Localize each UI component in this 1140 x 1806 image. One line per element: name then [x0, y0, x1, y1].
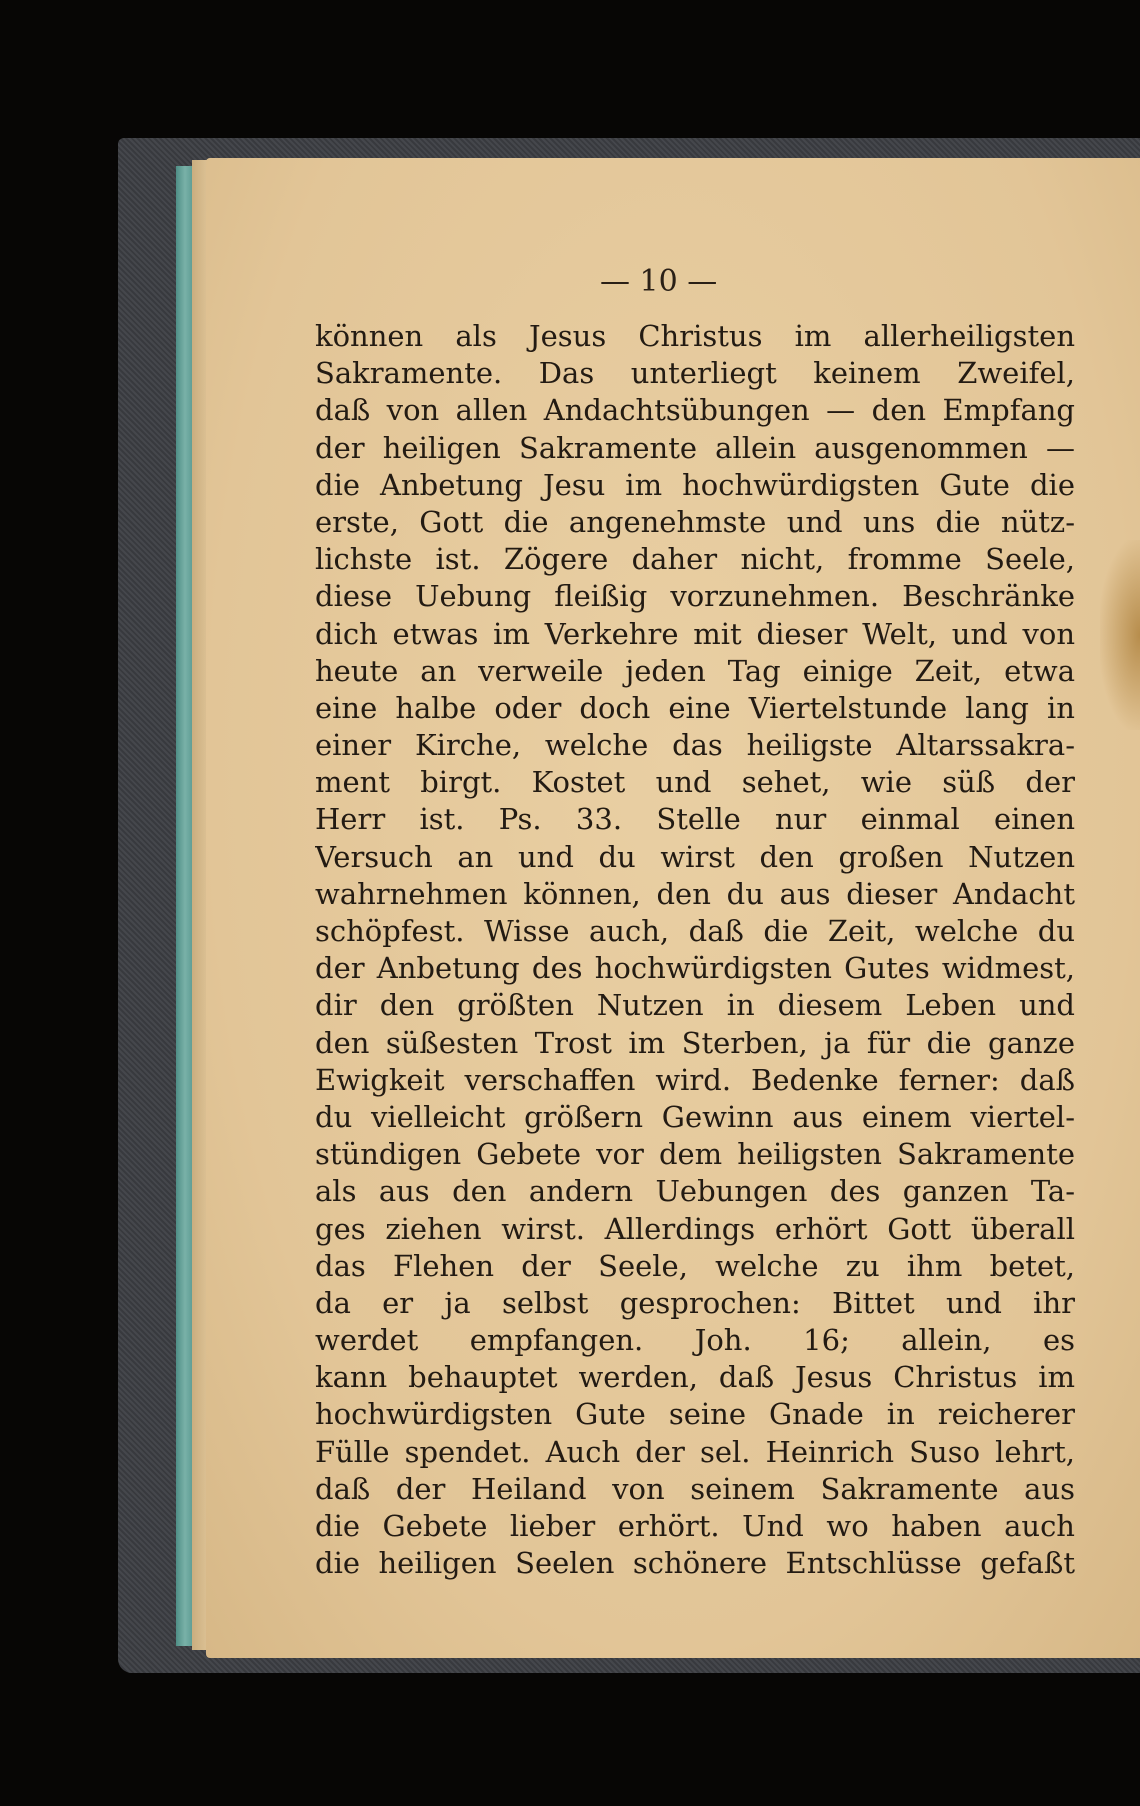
- text-line: heute an verweile jeden Tag einige Zeit, etwa: [315, 653, 1075, 688]
- text-line: werdet empfangen. Joh. 16; allein, es: [315, 1323, 1075, 1358]
- text-line: Fülle spendet. Auch der sel. Heinrich Suso lehrt,: [315, 1434, 1075, 1469]
- text-line: lichste ist. Zögere daher nicht, fromme Seele,: [315, 542, 1075, 577]
- text-line: dir den größten Nutzen in diesem Leben und: [315, 988, 1075, 1023]
- text-line: die Gebete lieber erhört. Und wo haben auch: [315, 1509, 1075, 1543]
- text-line: erste, Gott die angenehmste und uns die nütz-: [315, 504, 1075, 539]
- text-line: können als Jesus Christus im allerheiligsten: [315, 319, 1075, 353]
- text-line: stündigen Gebete vor dem heiligsten Sakramente: [315, 1137, 1075, 1172]
- text-line: kann behauptet werden, daß Jesus Christus im: [315, 1360, 1075, 1395]
- text-line: daß von allen Andachtsübungen — den Empfang: [315, 393, 1075, 428]
- text-line: die heiligen Seelen schönere Entschlüsse gefaßt: [315, 1546, 1075, 1581]
- page-number: — 10 —: [600, 264, 718, 299]
- text-line: wahrnehmen können, den du aus dieser Andacht: [315, 876, 1075, 911]
- text-line: schöpfest. Wisse auch, daß die Zeit, welche du: [315, 914, 1075, 948]
- text-line: hochwürdigsten Gute seine Gnade in reicherer: [315, 1397, 1075, 1432]
- text-line: ges ziehen wirst. Allerdings erhört Gott überall: [315, 1211, 1075, 1246]
- text-line: das Flehen der Seele, welche zu ihm betet,: [315, 1248, 1075, 1283]
- text-line: eine halbe oder doch eine Viertelstunde lang in: [315, 690, 1075, 725]
- text-line: einer Kirche, welche das heiligste Altarssakra-: [315, 728, 1075, 763]
- text-line: ment birgt. Kostet und sehet, wie süß der: [315, 765, 1075, 800]
- text-line: der heiligen Sakramente allein ausgenommen —: [315, 430, 1075, 465]
- text-line: diese Uebung fleißig vorzunehmen. Beschränke: [315, 579, 1075, 614]
- text-line: den süßesten Trost im Sterben, ja für die ganze: [315, 1025, 1075, 1060]
- body-text: [315, 318, 1075, 1582]
- text-line: da er ja selbst gesprochen: Bittet und ihr: [315, 1285, 1075, 1320]
- text-line: daß der Heiland von seinem Sakramente aus: [315, 1471, 1075, 1506]
- text-line: der Anbetung des hochwürdigsten Gutes widmest,: [315, 951, 1075, 986]
- text-line: als aus den andern Uebungen des ganzen Ta-: [315, 1174, 1075, 1209]
- text-line: Sakramente. Das unterliegt keinem Zweifel,: [315, 356, 1075, 391]
- text-line: Ewigkeit verschaffen wird. Bedenke ferner: daß: [315, 1062, 1075, 1097]
- text-line: die Anbetung Jesu im hochwürdigsten Gute die: [315, 467, 1075, 502]
- text-line: du vielleicht größern Gewinn aus einem viertel-: [315, 1099, 1075, 1134]
- text-line: Herr ist. Ps. 33. Stelle nur einmal einen: [315, 802, 1075, 837]
- text-line: Versuch an und du wirst den großen Nutzen: [315, 839, 1075, 874]
- page-stain: [1100, 540, 1140, 730]
- text-line: dich etwas im Verkehre mit dieser Welt, und von: [315, 616, 1075, 651]
